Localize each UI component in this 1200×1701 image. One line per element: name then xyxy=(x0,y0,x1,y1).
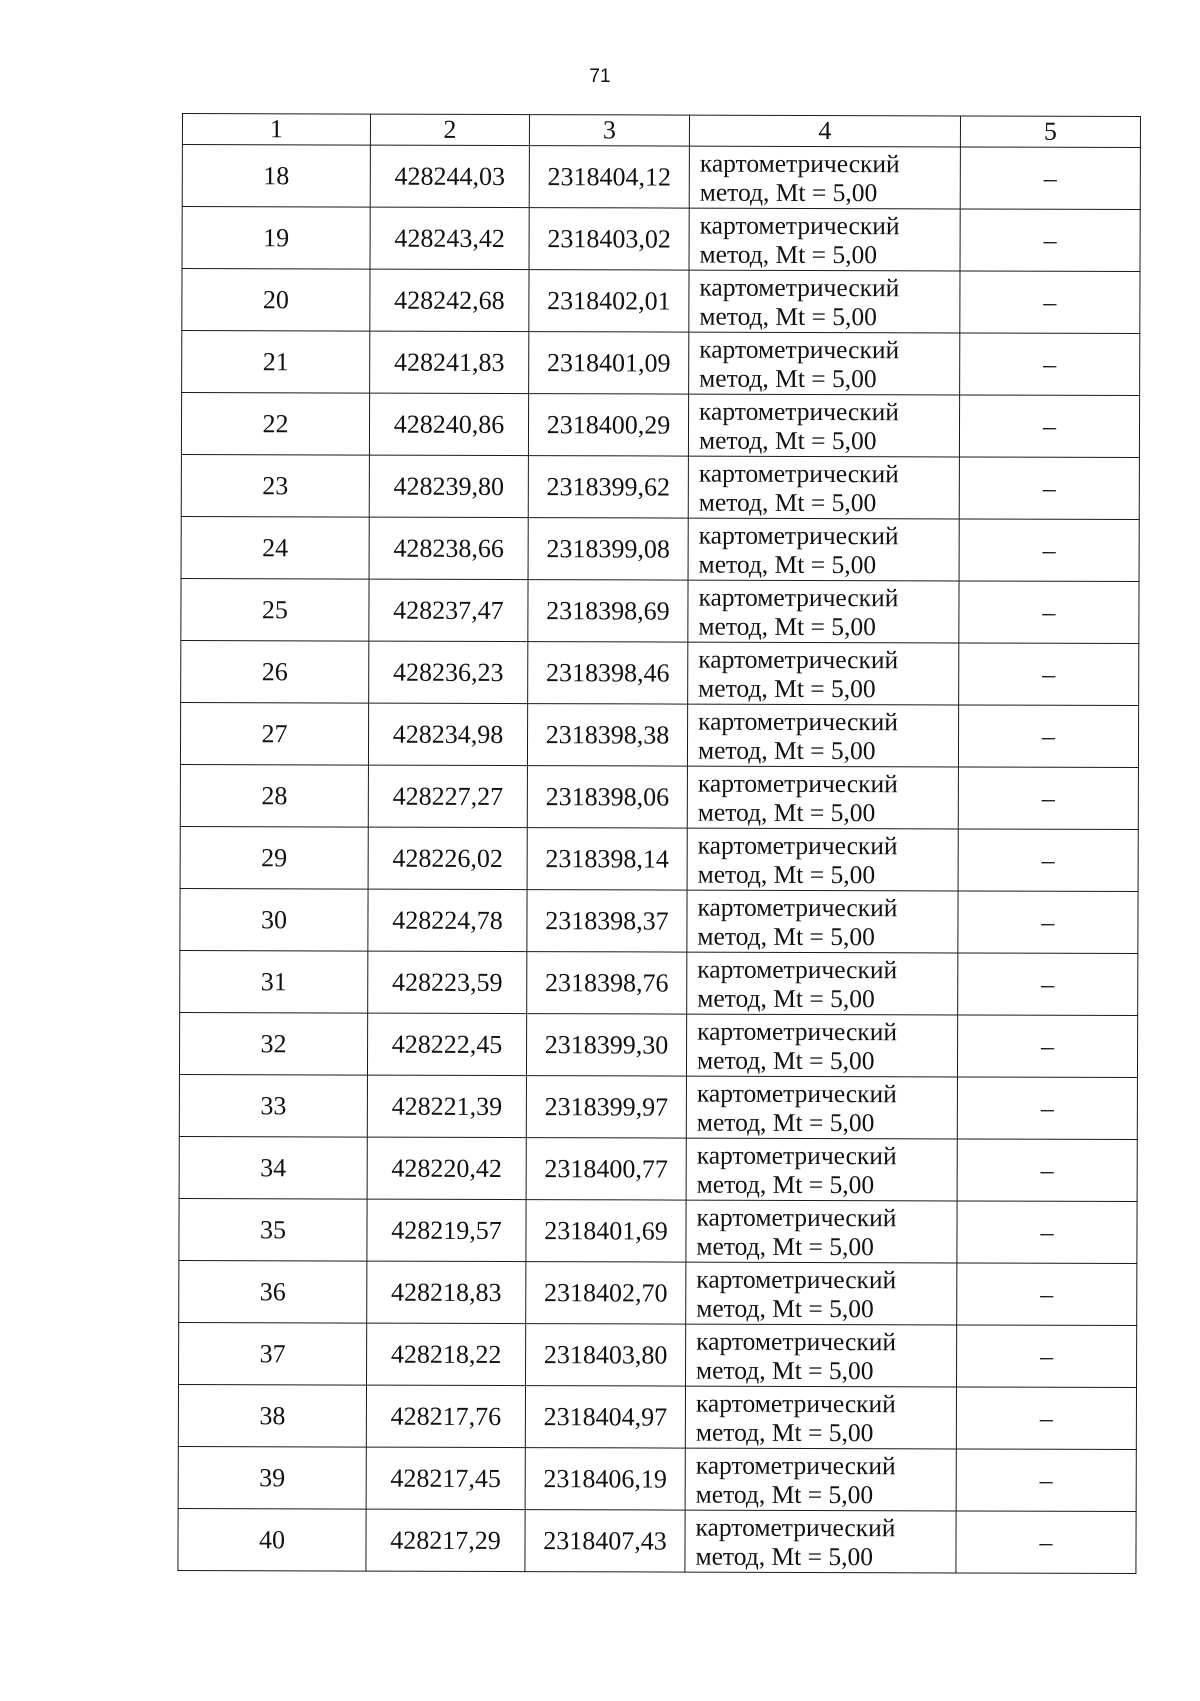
point-number-cell: 29 xyxy=(180,826,368,889)
x-coordinate-cell: 428234,98 xyxy=(368,703,527,765)
note-cell: – xyxy=(959,519,1139,582)
method-line-1: картометрический xyxy=(699,210,900,240)
y-coordinate-cell: 2318398,76 xyxy=(527,952,687,1015)
x-coordinate-cell: 428238,66 xyxy=(369,517,528,579)
x-coordinate-cell: 428218,83 xyxy=(367,1261,526,1323)
method-line-1: картометрический xyxy=(697,954,898,984)
method-cell xyxy=(685,1448,956,1511)
y-coordinate-cell: 2318399,62 xyxy=(528,456,688,519)
table-row xyxy=(179,1322,1137,1387)
method-line-2: метод, Mt = 5,00 xyxy=(696,1231,875,1261)
method-cell xyxy=(689,270,960,333)
method-line-1: картометрический xyxy=(699,396,900,426)
table-row xyxy=(180,826,1138,891)
note-cell: – xyxy=(958,767,1138,830)
y-coordinate-cell: 2318402,70 xyxy=(526,1262,686,1325)
method-line-2: метод, Mt = 5,00 xyxy=(697,859,876,889)
y-coordinate-cell: 2318401,69 xyxy=(526,1200,686,1263)
x-coordinate-cell: 428236,23 xyxy=(369,641,528,703)
table-row xyxy=(178,1446,1136,1511)
method-cell xyxy=(687,890,958,953)
method-cell xyxy=(688,518,959,581)
method-line-1: картометрический xyxy=(698,582,899,612)
method-line-1: картометрический xyxy=(695,1450,896,1480)
x-coordinate-cell: 428240,86 xyxy=(369,393,528,455)
note-cell: – xyxy=(959,643,1139,706)
table-row xyxy=(179,1198,1137,1263)
point-number-cell: 27 xyxy=(180,702,368,765)
x-coordinate-cell: 428241,83 xyxy=(370,331,529,393)
note-cell: – xyxy=(959,581,1139,644)
method-line-2: метод, Mt = 5,00 xyxy=(696,1355,874,1385)
y-coordinate-cell: 2318398,38 xyxy=(527,704,687,767)
y-coordinate-cell: 2318406,19 xyxy=(525,1448,685,1511)
note-cell: – xyxy=(957,1077,1137,1140)
x-coordinate-cell: 428217,76 xyxy=(366,1385,525,1447)
table-header xyxy=(182,114,1140,148)
note-cell: – xyxy=(956,1387,1136,1450)
method-line-2: метод, Mt = 5,00 xyxy=(697,921,875,951)
x-coordinate-cell: 428220,42 xyxy=(367,1137,526,1199)
method-line-2: метод, Mt = 5,00 xyxy=(699,239,878,269)
method-cell xyxy=(687,766,958,829)
method-line-1: картометрический xyxy=(699,148,900,178)
note-cell: – xyxy=(958,891,1138,954)
x-coordinate-cell: 428226,02 xyxy=(368,827,527,889)
table-row xyxy=(182,331,1140,396)
table-row xyxy=(181,454,1139,519)
x-coordinate-cell: 428218,22 xyxy=(367,1323,526,1385)
note-cell: – xyxy=(958,705,1138,768)
x-coordinate-cell: 428237,47 xyxy=(369,579,528,641)
note-cell: – xyxy=(960,333,1140,396)
point-number-cell: 20 xyxy=(182,269,370,332)
x-coordinate-cell: 428217,45 xyxy=(366,1447,525,1509)
method-cell xyxy=(688,394,959,457)
point-number-cell: 18 xyxy=(182,145,370,208)
point-number-cell: 19 xyxy=(182,207,370,270)
method-line-1: картометрический xyxy=(697,1016,898,1046)
method-line-2: метод, Mt = 5,00 xyxy=(698,673,876,703)
point-number-cell: 25 xyxy=(181,578,369,641)
x-coordinate-cell: 428243,42 xyxy=(370,207,529,269)
method-cell xyxy=(686,1200,957,1263)
method-cell xyxy=(689,332,960,395)
y-coordinate-cell: 2318400,77 xyxy=(526,1138,686,1201)
method-line-1: картометрический xyxy=(697,768,898,798)
point-number-cell: 34 xyxy=(179,1136,367,1199)
method-line-2: метод, Mt = 5,00 xyxy=(699,301,877,331)
method-cell xyxy=(686,1262,957,1325)
y-coordinate-cell: 2318404,12 xyxy=(529,146,689,209)
note-cell: – xyxy=(960,147,1140,210)
table-row xyxy=(182,269,1140,334)
method-line-2: метод, Mt = 5,00 xyxy=(696,1107,875,1137)
x-coordinate-cell: 428224,78 xyxy=(368,889,527,951)
method-line-2: метод, Mt = 5,00 xyxy=(698,549,877,579)
method-line-2: метод, Mt = 5,00 xyxy=(698,487,877,517)
method-cell xyxy=(688,580,959,643)
note-cell: – xyxy=(959,457,1139,520)
method-line-2: метод, Mt = 5,00 xyxy=(697,735,876,765)
method-line-2: метод, Mt = 5,00 xyxy=(697,983,875,1013)
point-number-cell: 35 xyxy=(179,1198,367,1261)
table-row xyxy=(182,207,1140,272)
table-row xyxy=(179,1136,1137,1201)
table-body xyxy=(178,145,1140,1574)
point-number-cell: 23 xyxy=(181,454,369,517)
table-row xyxy=(181,640,1139,705)
point-number-cell: 22 xyxy=(181,393,369,456)
table-row xyxy=(178,1508,1136,1573)
point-number-cell: 36 xyxy=(179,1260,367,1323)
method-cell xyxy=(687,704,958,767)
x-coordinate-cell: 428221,39 xyxy=(367,1075,526,1137)
method-line-1: картометрический xyxy=(696,1202,897,1232)
header-cell-4: 4 xyxy=(689,115,960,147)
y-coordinate-cell: 2318403,80 xyxy=(526,1324,686,1387)
method-cell xyxy=(687,952,958,1015)
point-number-cell: 37 xyxy=(179,1322,367,1385)
table-row xyxy=(181,393,1139,458)
method-line-2: метод, Mt = 5,00 xyxy=(697,797,876,827)
table-row xyxy=(178,1384,1136,1449)
header-cell-1: 1 xyxy=(182,114,370,146)
method-line-1: картометрический xyxy=(695,1512,896,1542)
point-number-cell: 32 xyxy=(179,1012,367,1075)
note-cell: – xyxy=(956,1449,1136,1512)
method-line-2: метод, Mt = 5,00 xyxy=(699,177,878,207)
y-coordinate-cell: 2318399,97 xyxy=(526,1076,686,1139)
method-line-1: картометрический xyxy=(697,892,898,922)
y-coordinate-cell: 2318407,43 xyxy=(525,1510,685,1573)
header-cell-3: 3 xyxy=(529,115,689,147)
method-line-2: метод, Mt = 5,00 xyxy=(696,1293,874,1323)
table-row xyxy=(180,764,1138,829)
table-row xyxy=(181,516,1139,581)
y-coordinate-cell: 2318398,46 xyxy=(528,642,688,705)
y-coordinate-cell: 2318399,08 xyxy=(528,518,688,581)
x-coordinate-cell: 428219,57 xyxy=(367,1199,526,1261)
point-number-cell: 31 xyxy=(180,950,368,1013)
x-coordinate-cell: 428239,80 xyxy=(369,455,528,517)
method-line-2: метод, Mt = 5,00 xyxy=(695,1479,874,1509)
page-number: 71 xyxy=(589,66,611,87)
note-cell: – xyxy=(957,1015,1137,1078)
y-coordinate-cell: 2318400,29 xyxy=(528,394,688,457)
x-coordinate-cell: 428244,03 xyxy=(370,145,529,207)
method-cell xyxy=(686,1014,957,1077)
table-row xyxy=(182,145,1140,210)
y-coordinate-cell: 2318398,06 xyxy=(527,766,687,829)
table-row xyxy=(179,1260,1137,1325)
method-cell xyxy=(686,1076,957,1139)
table-row xyxy=(180,702,1138,767)
point-number-cell: 26 xyxy=(181,640,369,703)
header-cell-5: 5 xyxy=(960,116,1140,148)
method-cell xyxy=(686,1324,957,1387)
method-cell xyxy=(689,208,960,271)
y-coordinate-cell: 2318399,30 xyxy=(526,1014,686,1077)
x-coordinate-cell: 428227,27 xyxy=(368,765,527,827)
method-line-2: метод, Mt = 5,00 xyxy=(695,1417,874,1447)
note-cell: – xyxy=(960,209,1140,272)
point-number-cell: 30 xyxy=(180,888,368,951)
method-cell xyxy=(687,828,958,891)
method-line-1: картометрический xyxy=(696,1264,897,1294)
table-row xyxy=(180,950,1138,1015)
point-number-cell: 39 xyxy=(178,1446,366,1509)
x-coordinate-cell: 428222,45 xyxy=(367,1013,526,1075)
method-line-1: картометрический xyxy=(699,272,900,302)
method-cell xyxy=(686,1138,957,1201)
method-line-1: картометрический xyxy=(698,520,899,550)
y-coordinate-cell: 2318404,97 xyxy=(525,1386,685,1449)
method-cell xyxy=(689,146,960,209)
point-number-cell: 38 xyxy=(178,1384,366,1447)
y-coordinate-cell: 2318403,02 xyxy=(529,208,689,271)
method-line-2: метод, Mt = 5,00 xyxy=(698,425,877,455)
y-coordinate-cell: 2318401,09 xyxy=(529,332,689,395)
table-row xyxy=(180,888,1138,953)
method-line-1: картометрический xyxy=(697,830,898,860)
coordinates-table xyxy=(177,113,1141,1574)
method-line-1: картометрический xyxy=(698,706,899,736)
method-line-1: картометрический xyxy=(699,334,900,364)
point-number-cell: 21 xyxy=(182,331,370,394)
table-row xyxy=(179,1074,1137,1139)
table-row xyxy=(179,1012,1137,1077)
note-cell: – xyxy=(959,395,1139,458)
note-cell: – xyxy=(957,1325,1137,1388)
header-row xyxy=(182,114,1140,148)
y-coordinate-cell: 2318398,37 xyxy=(527,890,687,953)
method-line-2: метод, Mt = 5,00 xyxy=(699,363,877,393)
note-cell: – xyxy=(957,1139,1137,1202)
header-cell-2: 2 xyxy=(370,114,529,145)
y-coordinate-cell: 2318398,14 xyxy=(527,828,687,891)
method-cell xyxy=(685,1510,956,1573)
note-cell: – xyxy=(960,271,1140,334)
y-coordinate-cell: 2318402,01 xyxy=(529,270,689,333)
method-line-1: картометрический xyxy=(696,1140,897,1170)
point-number-cell: 28 xyxy=(180,764,368,827)
note-cell: – xyxy=(958,829,1138,892)
method-line-2: метод, Mt = 5,00 xyxy=(698,611,876,641)
method-line-1: картометрический xyxy=(696,1078,897,1108)
method-cell xyxy=(688,642,959,705)
method-cell xyxy=(688,456,959,519)
note-cell: – xyxy=(958,953,1138,1016)
note-cell: – xyxy=(956,1511,1136,1574)
point-number-cell: 33 xyxy=(179,1074,367,1137)
method-line-2: метод, Mt = 5,00 xyxy=(696,1045,875,1075)
point-number-cell: 40 xyxy=(178,1508,366,1571)
point-number-cell: 24 xyxy=(181,516,369,579)
method-line-1: картометрический xyxy=(698,458,899,488)
note-cell: – xyxy=(957,1263,1137,1326)
method-cell xyxy=(685,1386,956,1449)
x-coordinate-cell: 428223,59 xyxy=(368,951,527,1013)
method-line-2: метод, Mt = 5,00 xyxy=(695,1541,874,1571)
method-line-1: картометрический xyxy=(695,1388,896,1418)
x-coordinate-cell: 428217,29 xyxy=(366,1509,525,1571)
method-line-1: картометрический xyxy=(696,1326,897,1356)
method-line-1: картометрический xyxy=(698,644,899,674)
method-line-2: метод, Mt = 5,00 xyxy=(696,1169,875,1199)
table-row xyxy=(181,578,1139,643)
y-coordinate-cell: 2318398,69 xyxy=(528,580,688,643)
note-cell: – xyxy=(957,1201,1137,1264)
x-coordinate-cell: 428242,68 xyxy=(370,269,529,331)
